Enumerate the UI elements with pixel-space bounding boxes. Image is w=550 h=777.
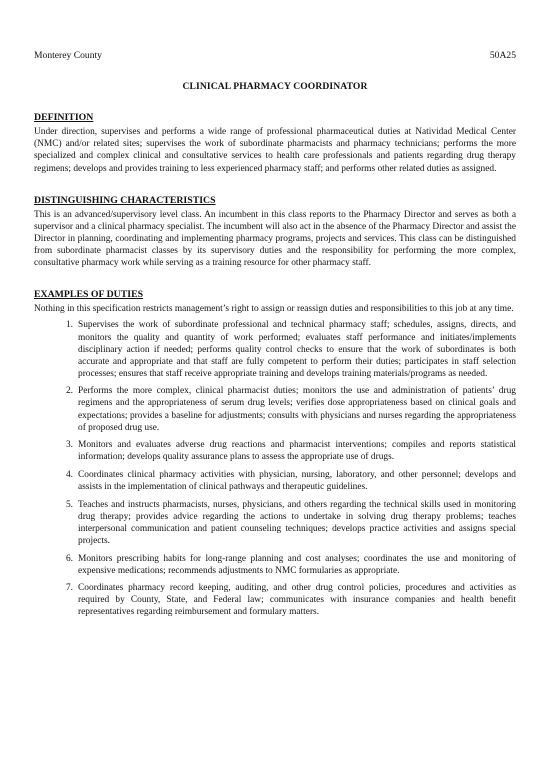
list-item: [34, 385, 516, 433]
item-text: Monitors and evaluates adverse drug reactions and pharmacist interventions; compiles and reports statistical information; develops quality assurance plans to assess the appropriate use of drugs.: [78, 440, 516, 463]
list-item: [34, 553, 516, 577]
list-item: [34, 582, 516, 618]
item-number: 5.: [65, 499, 73, 510]
distinguishing-text: This is an advanced/supervisory level class. An incumbent in this class reports to the Pharmacy Director and serves as both a supervisor and a clinical pharmacy specialist. The incumbent will also act in the absence of the Pharmacy Director and assist the Director in planning, coordinating and implementing pharmacy programs, projects and services. This class can be distinguished from subordinate pharmacist classes by its supervisory duties and the responsibility for performing the more complex, consultative pharmacy work while serving as a training resource for other pharmacy staff.: [34, 209, 516, 269]
item-text: Supervises the work of subordinate professional and technical pharmacy staff; schedules, assigns, directs, and monitors the quality and quantity of work performed; evaluates staff performance and initiates/implements disciplinary action if needed; performs quality control checks to ensure that the work of subordinates is both accurate and appropriate and that staff are fully competent to perform their duties; participates in staff selection processes; ensures that staff receive appropriate training and develops training materials/programs as needed.: [78, 320, 516, 379]
duties-list: [34, 319, 516, 618]
item-text: Performs the more complex, clinical pharmacist duties; monitors the use and administration of patients’ drug regimens and the appropriateness of serum drug levels; verifies dose appropriateness based on clinical goals and expectations; provides a baseline for adjustments; consults with physicians and nurses regarding the appropriateness of proposed drug use.: [78, 386, 516, 433]
list-item: [34, 469, 516, 493]
page-header: [34, 50, 516, 62]
item-text: Teaches and instructs pharmacists, nurses, physicians, and others regarding the technical skills used in monitoring drug therapy; provides advice regarding the actions to undertake in solving drug therapy problems; teaches interpersonal communication and patient counseling techniques; develops practice activities and assigns special projects.: [78, 499, 516, 546]
distinguishing-heading: DISTINGUISHING CHARACTERISTICS: [34, 194, 216, 206]
item-text: Monitors prescribing habits for long-range planning and cost analyses; coordinates the use and monitoring of expensive medications; recommends adjustments to NMC formularies as appropriate.: [78, 553, 516, 576]
duties-intro: Nothing in this specification restricts management’s right to assign or reassign duties and responsibilities to this job at any time.: [34, 304, 514, 315]
item-number: 2.: [65, 386, 73, 397]
item-text: Coordinates clinical pharmacy activities with physician, nursing, laboratory, and other personnel; develops and assists in the implementation of clinical pathways and therapeutic guidelines.: [78, 469, 516, 493]
duties-heading: EXAMPLES OF DUTIES: [34, 289, 144, 301]
item-number: 1.: [65, 320, 73, 331]
header-code: 50A25: [489, 50, 516, 61]
list-item: [34, 319, 516, 379]
list-item: [34, 499, 516, 547]
item-number: 4.: [65, 469, 73, 480]
definition-text: Under direction, supervises and performs a wide range of professional pharmaceutical duties at Natividad Medical Center (NMC) and/or related sites; supervises the work of subordinate pharmacists and pharmacy technicians; performs the more specialized and complex clinical and consultative services to health care professionals and patients regarding drug therapy regimens; develops and provides training to less experienced pharmacy staff; and performs other related duties as assigned.: [34, 127, 516, 174]
document-title: CLINICAL PHARMACY COORDINATOR: [182, 81, 368, 93]
item-number: 3.: [65, 440, 73, 451]
item-number: 6.: [65, 553, 73, 564]
item-number: 7.: [65, 583, 73, 594]
item-text: Coordinates pharmacy record keeping, auditing, and other drug control policies, procedures and activities as required by County, State, and Federal law; communicates with insurance companies and health benefit representatives regarding reimbursement and formulary matters.: [78, 583, 516, 618]
header-county: Monterey County: [34, 50, 102, 61]
definition-heading: DEFINITION: [34, 112, 94, 124]
list-item: [34, 439, 516, 463]
